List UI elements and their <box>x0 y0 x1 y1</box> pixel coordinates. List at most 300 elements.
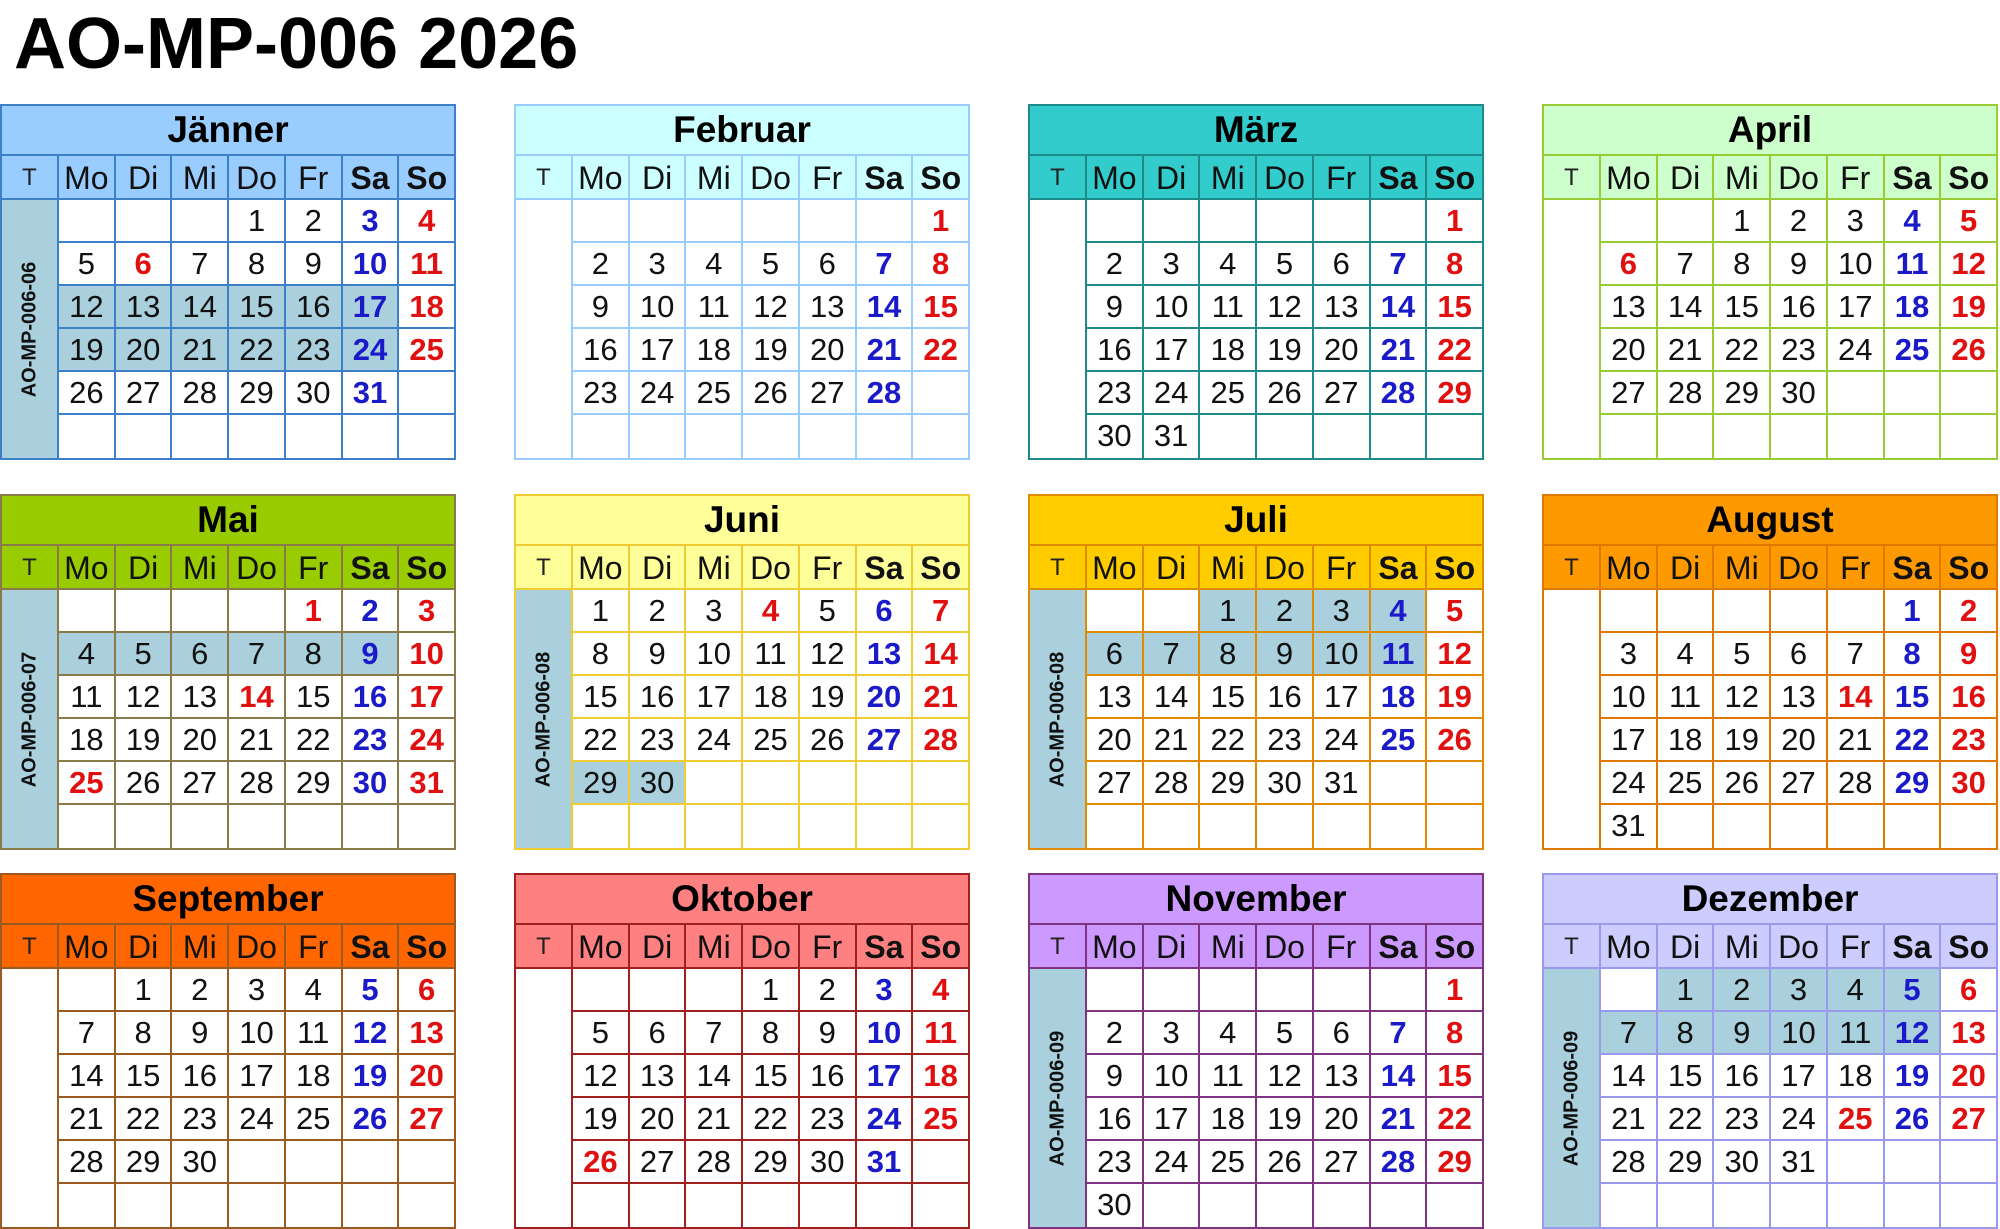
day-cell: 7 <box>1371 1012 1428 1055</box>
empty-cell <box>59 590 116 633</box>
day-cell: 1 <box>1427 969 1482 1012</box>
empty-cell <box>800 1184 857 1227</box>
week-label-body <box>516 590 571 848</box>
empty-cell <box>1427 415 1482 458</box>
week-row <box>59 1098 454 1141</box>
weekday-header-so: So <box>399 925 454 969</box>
week-row <box>573 243 968 286</box>
day-cell: 3 <box>1601 633 1658 676</box>
day-cell: 26 <box>1257 372 1314 415</box>
day-cell: 26 <box>1941 329 1996 372</box>
day-cell: 3 <box>686 590 743 633</box>
day-cell: 4 <box>1885 200 1942 243</box>
day-cell: 4 <box>1371 590 1428 633</box>
day-cell: 29 <box>1200 762 1257 805</box>
week-row <box>1601 329 1996 372</box>
month-title: September <box>2 875 454 925</box>
empty-cell <box>857 200 914 243</box>
week-column-header: T <box>2 925 57 969</box>
day-cell: 11 <box>1200 1055 1257 1098</box>
day-cell: 14 <box>1828 676 1885 719</box>
empty-cell <box>913 415 968 458</box>
period-label: AO-MP-006-09 <box>1560 1030 1583 1166</box>
day-cell: 13 <box>800 286 857 329</box>
empty-cell <box>630 969 687 1012</box>
empty-cell <box>1601 590 1658 633</box>
weekday-header-row <box>573 925 968 969</box>
week-row <box>1601 633 1996 676</box>
empty-cell <box>399 1141 454 1184</box>
day-cell: 19 <box>1714 719 1771 762</box>
day-cell: 15 <box>1200 676 1257 719</box>
day-cell: 14 <box>1658 286 1715 329</box>
day-cell: 12 <box>1714 676 1771 719</box>
empty-cell <box>172 1184 229 1227</box>
week-label-column <box>1544 156 1601 458</box>
week-row <box>573 415 968 458</box>
day-cell: 26 <box>59 372 116 415</box>
empty-cell <box>1371 969 1428 1012</box>
month-grid <box>1544 156 1996 458</box>
day-cell: 4 <box>286 969 343 1012</box>
day-cell: 19 <box>1257 1098 1314 1141</box>
day-cell: 10 <box>1144 1055 1201 1098</box>
day-cell: 10 <box>857 1012 914 1055</box>
week-column-header: T <box>1544 156 1599 200</box>
weekday-header-fr: Fr <box>286 156 343 200</box>
day-cell: 13 <box>172 676 229 719</box>
weekday-header-mi: Mi <box>686 546 743 590</box>
weekday-header-sa: Sa <box>343 546 400 590</box>
weekday-header-do: Do <box>743 925 800 969</box>
weekday-header-mo: Mo <box>1087 925 1144 969</box>
empty-cell <box>1257 969 1314 1012</box>
week-row <box>1087 590 1482 633</box>
day-cell: 28 <box>172 372 229 415</box>
day-cell: 21 <box>59 1098 116 1141</box>
empty-cell <box>1200 415 1257 458</box>
week-column-header: T <box>516 156 571 200</box>
empty-cell <box>1941 372 1996 415</box>
week-row <box>573 676 968 719</box>
day-cell: 8 <box>1200 633 1257 676</box>
month-november <box>1028 873 1484 1229</box>
week-row <box>59 1055 454 1098</box>
empty-cell <box>1941 805 1996 848</box>
day-cell: 23 <box>343 719 400 762</box>
empty-cell <box>743 415 800 458</box>
empty-cell <box>913 372 968 415</box>
day-cell: 20 <box>800 329 857 372</box>
weekday-header-mo: Mo <box>1601 156 1658 200</box>
day-cell: 2 <box>1714 969 1771 1012</box>
weekday-header-fr: Fr <box>800 546 857 590</box>
day-cell: 25 <box>913 1098 968 1141</box>
weekday-header-mi: Mi <box>172 156 229 200</box>
empty-cell <box>686 762 743 805</box>
day-cell: 28 <box>229 762 286 805</box>
weekday-header-sa: Sa <box>1885 156 1942 200</box>
month-title: März <box>1030 106 1482 156</box>
weekday-header-di: Di <box>1144 156 1201 200</box>
weekday-header-so: So <box>1427 925 1482 969</box>
empty-cell <box>59 200 116 243</box>
day-cell: 3 <box>1771 969 1828 1012</box>
day-cell: 12 <box>116 676 173 719</box>
weekday-header-mo: Mo <box>1601 546 1658 590</box>
day-cell: 30 <box>1087 1184 1144 1227</box>
weekday-header-di: Di <box>1658 546 1715 590</box>
day-cell: 6 <box>1087 633 1144 676</box>
day-cell: 9 <box>1771 243 1828 286</box>
day-cell: 15 <box>229 286 286 329</box>
day-cell: 24 <box>399 719 454 762</box>
day-cell: 3 <box>630 243 687 286</box>
weekday-header-mi: Mi <box>1200 156 1257 200</box>
weekday-header-mo: Mo <box>1087 156 1144 200</box>
day-cell: 24 <box>630 372 687 415</box>
day-cell: 10 <box>1314 633 1371 676</box>
empty-cell <box>1257 1184 1314 1227</box>
day-cell: 25 <box>686 372 743 415</box>
week-row <box>1601 1055 1996 1098</box>
day-cell: 11 <box>913 1012 968 1055</box>
day-cell: 22 <box>1427 1098 1482 1141</box>
day-cell: 24 <box>229 1098 286 1141</box>
day-cell: 15 <box>743 1055 800 1098</box>
day-cell: 5 <box>1427 590 1482 633</box>
day-cell: 23 <box>1771 329 1828 372</box>
day-cell: 14 <box>686 1055 743 1098</box>
day-cell: 10 <box>1771 1012 1828 1055</box>
empty-cell <box>800 762 857 805</box>
day-cell: 19 <box>116 719 173 762</box>
day-cell: 7 <box>1658 243 1715 286</box>
day-cell: 11 <box>1828 1012 1885 1055</box>
day-cell: 27 <box>1941 1098 1996 1141</box>
month-title: Juni <box>516 496 968 546</box>
period-label: AO-MP-006-08 <box>1046 651 1069 787</box>
day-cell: 6 <box>800 243 857 286</box>
month-grid <box>1030 546 1482 848</box>
day-cell: 20 <box>1087 719 1144 762</box>
weekday-header-mi: Mi <box>1714 925 1771 969</box>
empty-cell <box>116 1184 173 1227</box>
day-cell: 27 <box>172 762 229 805</box>
empty-cell <box>343 805 400 848</box>
weekday-header-do: Do <box>1771 156 1828 200</box>
empty-cell <box>1371 1184 1428 1227</box>
week-label-body <box>1544 200 1599 458</box>
day-cell: 21 <box>172 329 229 372</box>
days-table <box>573 156 968 458</box>
day-cell: 14 <box>1371 1055 1428 1098</box>
day-cell: 11 <box>59 676 116 719</box>
weekday-header-mi: Mi <box>1200 925 1257 969</box>
week-row <box>1601 1184 1996 1227</box>
day-cell: 27 <box>1087 762 1144 805</box>
day-cell: 14 <box>913 633 968 676</box>
empty-cell <box>59 969 116 1012</box>
weekday-header-sa: Sa <box>1885 925 1942 969</box>
month-title: Jänner <box>2 106 454 156</box>
weekday-header-do: Do <box>1257 546 1314 590</box>
day-cell: 4 <box>1200 243 1257 286</box>
weekday-header-so: So <box>1941 156 1996 200</box>
day-cell: 15 <box>1427 286 1482 329</box>
day-cell: 13 <box>630 1055 687 1098</box>
day-cell: 13 <box>399 1012 454 1055</box>
month-title: Juli <box>1030 496 1482 546</box>
empty-cell <box>172 200 229 243</box>
empty-cell <box>686 805 743 848</box>
day-cell: 16 <box>630 676 687 719</box>
empty-cell <box>1658 1184 1715 1227</box>
day-cell: 16 <box>1941 676 1996 719</box>
day-cell: 11 <box>1658 676 1715 719</box>
week-row <box>1087 633 1482 676</box>
week-label-body <box>516 969 571 1227</box>
week-row <box>1601 372 1996 415</box>
empty-cell <box>1885 1184 1942 1227</box>
empty-cell <box>1601 969 1658 1012</box>
week-row <box>1601 1012 1996 1055</box>
day-cell: 14 <box>1144 676 1201 719</box>
week-label-body <box>2 590 57 848</box>
day-cell: 11 <box>286 1012 343 1055</box>
day-cell: 29 <box>1427 372 1482 415</box>
day-cell: 8 <box>1885 633 1942 676</box>
weekday-header-do: Do <box>1257 156 1314 200</box>
week-column-header: T <box>1030 546 1085 590</box>
day-cell: 28 <box>1658 372 1715 415</box>
day-cell: 12 <box>343 1012 400 1055</box>
empty-cell <box>1427 762 1482 805</box>
week-row <box>1601 1098 1996 1141</box>
day-cell: 28 <box>59 1141 116 1184</box>
week-label-column <box>2 925 59 1227</box>
empty-cell <box>1771 415 1828 458</box>
weekday-header-mi: Mi <box>686 156 743 200</box>
day-cell: 4 <box>399 200 454 243</box>
day-cell: 4 <box>1200 1012 1257 1055</box>
empty-cell <box>1885 372 1942 415</box>
day-cell: 10 <box>399 633 454 676</box>
day-cell: 5 <box>59 243 116 286</box>
day-cell: 29 <box>1714 372 1771 415</box>
day-cell: 9 <box>1257 633 1314 676</box>
empty-cell <box>913 1184 968 1227</box>
day-cell: 12 <box>59 286 116 329</box>
empty-cell <box>229 590 286 633</box>
day-cell: 24 <box>1144 1141 1201 1184</box>
day-cell: 12 <box>573 1055 630 1098</box>
day-cell: 13 <box>857 633 914 676</box>
empty-cell <box>857 805 914 848</box>
day-cell: 18 <box>686 329 743 372</box>
days-table <box>59 156 454 458</box>
empty-cell <box>913 1141 968 1184</box>
empty-cell <box>573 969 630 1012</box>
day-cell: 6 <box>399 969 454 1012</box>
empty-cell <box>172 590 229 633</box>
week-row <box>1087 676 1482 719</box>
week-row <box>1087 1141 1482 1184</box>
week-row <box>59 1141 454 1184</box>
week-row <box>1087 969 1482 1012</box>
day-cell: 3 <box>1144 243 1201 286</box>
month-dezember <box>1542 873 1998 1229</box>
week-row <box>573 1055 968 1098</box>
day-cell: 17 <box>686 676 743 719</box>
day-cell: 12 <box>1427 633 1482 676</box>
empty-cell <box>630 1184 687 1227</box>
day-cell: 11 <box>399 243 454 286</box>
weekday-header-di: Di <box>1144 546 1201 590</box>
weekday-header-so: So <box>1427 156 1482 200</box>
day-cell: 11 <box>743 633 800 676</box>
week-row <box>1087 762 1482 805</box>
week-column-header: T <box>1030 156 1085 200</box>
day-cell: 9 <box>630 633 687 676</box>
week-row <box>59 805 454 848</box>
empty-cell <box>743 762 800 805</box>
weekday-header-sa: Sa <box>857 546 914 590</box>
day-cell: 13 <box>1314 1055 1371 1098</box>
day-cell: 1 <box>1427 200 1482 243</box>
weekday-header-di: Di <box>116 925 173 969</box>
weekday-header-mi: Mi <box>172 925 229 969</box>
week-row <box>59 372 454 415</box>
weekday-header-fr: Fr <box>1828 925 1885 969</box>
day-cell: 16 <box>1087 329 1144 372</box>
week-row <box>59 415 454 458</box>
day-cell: 1 <box>229 200 286 243</box>
empty-cell <box>1371 805 1428 848</box>
week-column-header: T <box>516 546 571 590</box>
day-cell: 20 <box>116 329 173 372</box>
empty-cell <box>1144 590 1201 633</box>
empty-cell <box>399 415 454 458</box>
days-table <box>1601 925 1996 1227</box>
day-cell: 12 <box>743 286 800 329</box>
week-label-column <box>2 156 59 458</box>
empty-cell <box>286 1141 343 1184</box>
day-cell: 14 <box>857 286 914 329</box>
week-label-column <box>1030 546 1087 848</box>
weekday-header-row <box>1601 546 1996 590</box>
day-cell: 22 <box>1885 719 1942 762</box>
empty-cell <box>743 1184 800 1227</box>
day-cell: 23 <box>1714 1098 1771 1141</box>
day-cell: 16 <box>1087 1098 1144 1141</box>
day-cell: 2 <box>1771 200 1828 243</box>
day-cell: 10 <box>343 243 400 286</box>
empty-cell <box>1658 200 1715 243</box>
day-cell: 14 <box>172 286 229 329</box>
day-cell: 16 <box>172 1055 229 1098</box>
week-row <box>1601 805 1996 848</box>
day-cell: 28 <box>1371 1141 1428 1184</box>
week-row <box>1087 200 1482 243</box>
day-cell: 18 <box>1200 329 1257 372</box>
empty-cell <box>286 805 343 848</box>
day-cell: 21 <box>857 329 914 372</box>
week-column-header: T <box>516 925 571 969</box>
day-cell: 7 <box>59 1012 116 1055</box>
day-cell: 5 <box>1885 969 1942 1012</box>
day-cell: 18 <box>1828 1055 1885 1098</box>
day-cell: 8 <box>743 1012 800 1055</box>
empty-cell <box>1144 969 1201 1012</box>
day-cell: 9 <box>1941 633 1996 676</box>
empty-cell <box>573 1184 630 1227</box>
days-table <box>1087 546 1482 848</box>
day-cell: 28 <box>1371 372 1428 415</box>
week-label-column <box>516 925 573 1227</box>
empty-cell <box>116 200 173 243</box>
weekday-header-so: So <box>399 546 454 590</box>
month-title: Oktober <box>516 875 968 925</box>
week-row <box>1087 805 1482 848</box>
day-cell: 9 <box>573 286 630 329</box>
day-cell: 18 <box>1885 286 1942 329</box>
empty-cell <box>229 1141 286 1184</box>
day-cell: 7 <box>1371 243 1428 286</box>
day-cell: 22 <box>1714 329 1771 372</box>
week-label-body <box>1030 590 1085 848</box>
week-row <box>573 762 968 805</box>
weekday-header-mo: Mo <box>573 925 630 969</box>
day-cell: 19 <box>573 1098 630 1141</box>
weekday-header-do: Do <box>229 925 286 969</box>
empty-cell <box>343 415 400 458</box>
day-cell: 26 <box>1257 1141 1314 1184</box>
day-cell: 10 <box>1601 676 1658 719</box>
day-cell: 10 <box>1144 286 1201 329</box>
day-cell: 23 <box>286 329 343 372</box>
day-cell: 1 <box>1658 969 1715 1012</box>
week-row <box>1601 200 1996 243</box>
weekday-header-so: So <box>913 925 968 969</box>
week-row <box>1601 1141 1996 1184</box>
day-cell: 10 <box>1828 243 1885 286</box>
period-label: AO-MP-006-09 <box>1046 1030 1069 1166</box>
empty-cell <box>1714 590 1771 633</box>
empty-cell <box>172 805 229 848</box>
day-cell: 2 <box>630 590 687 633</box>
empty-cell <box>1714 415 1771 458</box>
empty-cell <box>1314 1184 1371 1227</box>
day-cell: 1 <box>913 200 968 243</box>
day-cell: 13 <box>116 286 173 329</box>
empty-cell <box>399 805 454 848</box>
day-cell: 11 <box>686 286 743 329</box>
day-cell: 24 <box>686 719 743 762</box>
day-cell: 31 <box>1144 415 1201 458</box>
day-cell: 26 <box>116 762 173 805</box>
day-cell: 9 <box>1087 286 1144 329</box>
day-cell: 17 <box>1771 1055 1828 1098</box>
week-row <box>1601 676 1996 719</box>
month-grid <box>516 156 968 458</box>
month-grid <box>1544 546 1996 848</box>
day-cell: 30 <box>172 1141 229 1184</box>
empty-cell <box>229 415 286 458</box>
empty-cell <box>1200 1184 1257 1227</box>
week-label-column <box>516 546 573 848</box>
day-cell: 8 <box>1427 1012 1482 1055</box>
